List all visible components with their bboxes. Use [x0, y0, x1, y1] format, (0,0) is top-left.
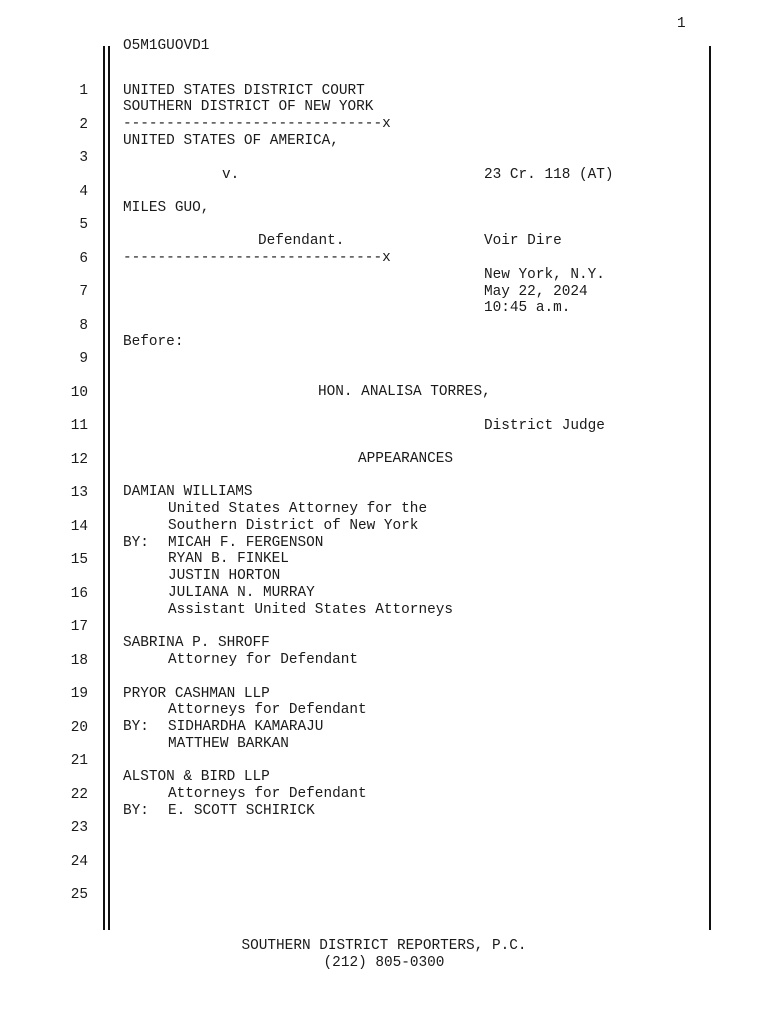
defendant-name: MILES GUO,	[123, 200, 210, 216]
caption-separator-bottom: ------------------------------x	[123, 250, 391, 266]
defendant-role: Defendant.	[258, 233, 345, 249]
prosecution-attorney: JUSTIN HORTON	[168, 568, 281, 584]
line-number: 5	[79, 217, 88, 233]
reporter-phone: (212) 805-0300	[323, 955, 445, 971]
reporter-name: SOUTHERN DISTRICT REPORTERS, P.C.	[241, 938, 527, 954]
line-number: 17	[70, 619, 88, 635]
prosecution-attorney: JULIANA N. MURRAY	[168, 585, 315, 601]
line-number: 1	[79, 83, 88, 99]
line-number: 4	[79, 184, 88, 200]
defense-attorney: SIDHARDHA KAMARAJU	[168, 719, 324, 735]
prosecution-role-line-2: Southern District of New York	[168, 518, 419, 534]
defense-counsel-role: Attorney for Defendant	[168, 652, 358, 668]
time: 10:45 a.m.	[484, 300, 571, 316]
line-number: 10	[70, 385, 88, 401]
page-number: 1	[677, 16, 686, 32]
line-number: 12	[70, 452, 88, 468]
location: New York, N.Y.	[484, 267, 605, 283]
case-number: 23 Cr. 118 (AT)	[484, 167, 614, 183]
left-margin-rule-inner	[108, 46, 110, 930]
plaintiff-name: UNITED STATES OF AMERICA,	[123, 133, 339, 149]
line-number: 18	[70, 653, 88, 669]
line-number: 23	[70, 820, 88, 836]
before-label: Before:	[123, 334, 184, 350]
line-number: 2	[79, 117, 88, 133]
line-number: 16	[70, 586, 88, 602]
header-code: O5M1GUOVD1	[123, 38, 210, 54]
line-number: 14	[70, 519, 88, 535]
line-number: 19	[70, 686, 88, 702]
versus: v.	[222, 167, 240, 183]
right-margin-rule	[709, 46, 711, 930]
line-number: 24	[70, 854, 88, 870]
judge-name: HON. ANALISA TORRES,	[318, 384, 491, 400]
date: May 22, 2024	[484, 284, 588, 300]
court-name-line-2: SOUTHERN DISTRICT OF NEW YORK	[123, 99, 374, 115]
defense-attorney: E. SCOTT SCHIRICK	[168, 803, 315, 819]
by-label: BY:	[123, 719, 149, 735]
line-number: 21	[70, 753, 88, 769]
line-number: 20	[70, 720, 88, 736]
left-margin-rule-outer	[103, 46, 105, 930]
defense-attorney: MATTHEW BARKAN	[168, 736, 289, 752]
prosecution-name: DAMIAN WILLIAMS	[123, 484, 253, 500]
line-number: 9	[79, 351, 88, 367]
defense-firm-role: Attorneys for Defendant	[168, 702, 367, 718]
prosecution-attorney: RYAN B. FINKEL	[168, 551, 289, 567]
line-number: 8	[79, 318, 88, 334]
appearances-heading: APPEARANCES	[358, 451, 453, 467]
line-number: 3	[79, 150, 88, 166]
defense-firm-role: Attorneys for Defendant	[168, 786, 367, 802]
defense-counsel-name: SABRINA P. SHROFF	[123, 635, 270, 651]
defense-firm-name: PRYOR CASHMAN LLP	[123, 686, 270, 702]
line-number: 22	[70, 787, 88, 803]
court-name-line-1: UNITED STATES DISTRICT COURT	[123, 83, 365, 99]
defense-firm-name: ALSTON & BIRD LLP	[123, 769, 270, 785]
prosecution-attorneys-role: Assistant United States Attorneys	[168, 602, 453, 618]
by-label: BY:	[123, 803, 149, 819]
by-label: BY:	[123, 535, 149, 551]
line-number: 11	[70, 418, 88, 434]
line-number: 7	[79, 284, 88, 300]
line-number: 13	[70, 485, 88, 501]
line-number: 15	[70, 552, 88, 568]
line-number: 6	[79, 251, 88, 267]
prosecution-role-line-1: United States Attorney for the	[168, 501, 428, 517]
judge-title: District Judge	[484, 418, 605, 434]
proceeding-type: Voir Dire	[484, 233, 562, 249]
prosecution-attorney: MICAH F. FERGENSON	[168, 535, 324, 551]
line-number: 25	[70, 887, 88, 903]
caption-separator-top: ------------------------------x	[123, 116, 391, 132]
